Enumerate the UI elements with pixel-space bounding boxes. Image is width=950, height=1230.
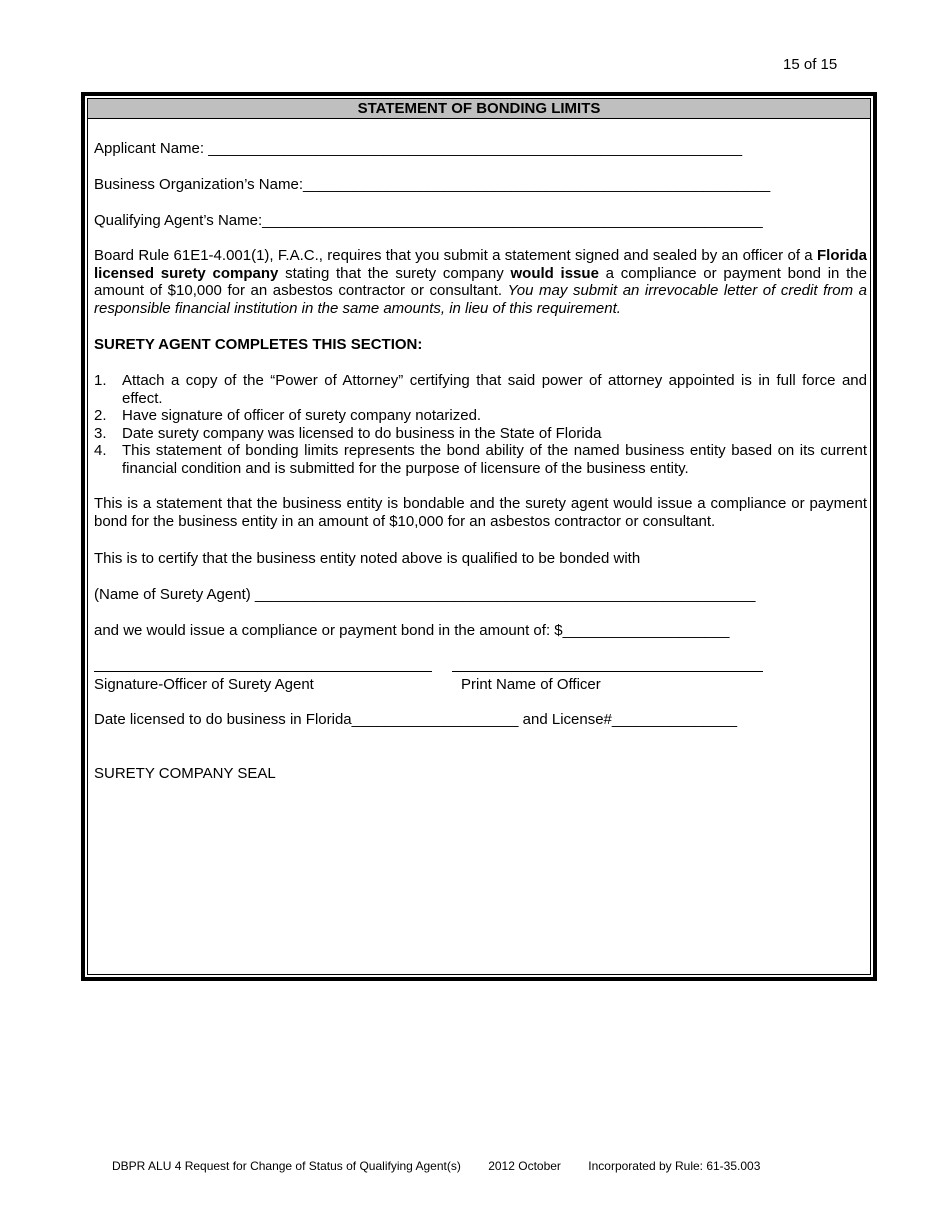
surety-company-seal-label: SURETY COMPANY SEAL [94,765,276,782]
date-licensed-field[interactable]: Date licensed to do business in Florida____________________ and License#_______________ [94,711,738,728]
footer-rule: Incorporated by Rule: 61-35.003 [588,1159,761,1173]
surety-agent-name-field[interactable]: (Name of Surety Agent) ____________________________________________________________ [94,586,756,603]
footer-form-name: DBPR ALU 4 Request for Change of Status of Qualifying Agent(s) [112,1159,461,1173]
signature-line[interactable] [94,671,432,672]
qualifying-agent-name-field[interactable]: Qualifying Agent’s Name:____________________________________________________________ [94,212,763,229]
bondable-statement: This is a statement that the business entity is bondable and the surety agent would issue a compliance or payment bond for the business entity in an amount of $10,000 for an asbestos contractor or consultant. [94,495,867,530]
page-number: 15 of 15 [783,56,838,73]
list-item: 4. This statement of bonding limits represents the bond ability of the named business entity based on its current financial condition and is submitted for the purpose of licensure of the business entity. [94,442,867,477]
list-item: 1. Attach a copy of the “Power of Attorney” certifying that said power of attorney appointed is in full force and effect. [94,372,867,407]
section-heading: SURETY AGENT COMPLETES THIS SECTION: [94,336,423,353]
certify-statement: This is to certify that the business entity noted above is qualified to be bonded with [94,550,641,567]
applicant-name-field[interactable]: Applicant Name: ________________________________________________________________ [94,140,743,157]
page-footer [112,1159,784,1173]
business-organization-name-field[interactable]: Business Organization’s Name:________________________________________________________ [94,176,771,193]
list-item: 3. Date surety company was licensed to do business in the State of Florida [94,424,602,442]
bond-amount-field[interactable]: and we would issue a compliance or payment bond in the amount of: $____________________ [94,622,730,639]
form-inner-border [87,98,871,975]
signature-label: Signature-Officer of Surety Agent [94,676,314,693]
instructions-list [94,372,867,477]
print-name-label: Print Name of Officer [461,676,601,693]
list-item: 2. Have signature of officer of surety company notarized. [94,407,482,424]
form-frame [81,92,877,981]
print-name-line[interactable] [452,671,763,672]
footer-date: 2012 October [488,1159,561,1173]
form-title: STATEMENT OF BONDING LIMITS [88,99,870,119]
board-rule-paragraph: Board Rule 61E1-4.001(1), F.A.C., requires that you submit a statement signed and sealed by an officer of a Florida licensed surety company stating that the surety company would issue a compliance or payment bond in the amount of $10,000 for an asbestos contractor or consultant. You may submit an irrevocable letter of credit from a responsible financial institution in the same amounts, in lieu of this requirement. [94,247,867,317]
